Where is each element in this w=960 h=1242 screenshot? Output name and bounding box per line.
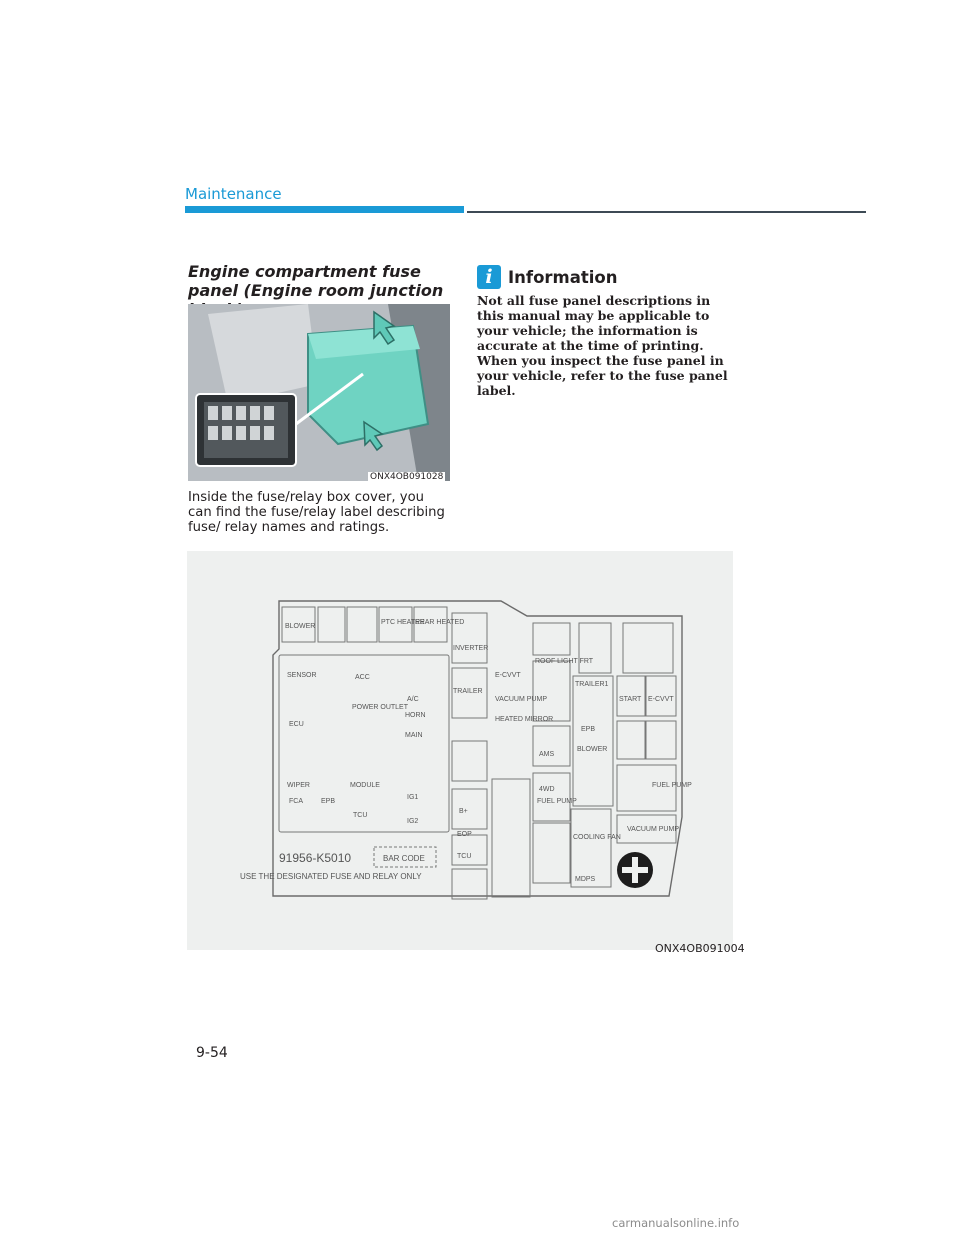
info-icon: i (477, 265, 501, 289)
diagram-label-b-plus: B+ (459, 808, 468, 815)
diagram-label-heated-mirror: HEATED MIRROR (495, 716, 554, 723)
diagram-label-trailer: TRAILER (453, 688, 483, 695)
diagram-label-epb-2: EPB (581, 726, 596, 733)
photo-code: ONX4OB091028 (370, 472, 444, 482)
photo-caption: Inside the fuse/relay box cover, you can find the fuse/relay label describing fuse/ relay names and ratings. (188, 490, 445, 535)
diagram-label-tcu-2: TCU (457, 853, 472, 860)
fuse-panel-diagram (187, 551, 733, 950)
diagram-label-module: MODULE (350, 782, 380, 789)
engine-bay-photo (188, 304, 450, 481)
diagram-label-ecu: ECU (289, 721, 304, 728)
diagram-label-fca: FCA (289, 798, 303, 805)
diagram-footer-note: USE THE DESIGNATED FUSE AND RELAY ONLY (240, 872, 422, 881)
diagram-label-vacuum-pump: VACUUM PUMP (495, 696, 547, 703)
diagram-label-e-cvvt-2: E-CVVT (648, 696, 674, 703)
diagram-label-ams: AMS (539, 751, 555, 758)
diagram-label-fuel-pump: FUEL PUMP (537, 798, 577, 805)
diagram-label-horn: HORN (405, 712, 426, 719)
diagram-label-mdps: MDPS (575, 876, 596, 883)
diagram-label-eop: EOP (457, 831, 472, 838)
diagram-label-rear-heated: REAR HEATED (415, 619, 465, 626)
header-rule (467, 211, 866, 213)
diagram-label-blower-2: BLOWER (577, 746, 608, 753)
diagram-label-inverter: INVERTER (453, 645, 489, 652)
diagram-label-e-cvvt: E-CVVT (495, 672, 521, 679)
diagram-label-tcu: TCU (353, 812, 368, 819)
diagram-label-blower: BLOWER (285, 623, 316, 630)
page-number: 9-54 (196, 1045, 228, 1061)
engine-bay-illustration (188, 304, 450, 481)
diagram-label-ig2: IG2 (407, 818, 419, 825)
diagram-label-power-outlet: POWER OUTLET (352, 704, 409, 711)
diagram-bar-code: BAR CODE (383, 854, 425, 863)
diagram-label-trailer1: TRAILER1 (575, 681, 609, 688)
section-title: Maintenance (185, 185, 282, 203)
header-accent-bar (185, 206, 464, 213)
watermark: carmanualsonline.info (612, 1216, 740, 1230)
diagram-label-roof-light: ROOF LIGHT FRT (535, 658, 594, 665)
diagram-label-a-c: A/C (407, 696, 419, 703)
diagram-label-ig1: IG1 (407, 794, 419, 801)
diagram-label-vacuum-pump-2: VACUUM PUMP (627, 826, 679, 833)
info-body: Not all fuse panel descriptions in this manual may be applicable to your vehicle; the information is accurate at the time of printing. When you inspect the fuse panel in your vehicle, refer to the fuse panel label. (477, 293, 728, 398)
diagram-label-sensor: SENSOR (287, 672, 317, 679)
diagram-label-start: START (619, 696, 642, 703)
diagram-label-main: MAIN (405, 732, 423, 739)
diagram-code: ONX4OB091004 (655, 942, 745, 955)
diagram-label-cooling-fan: COOLING FAN (573, 834, 621, 841)
diagram-part-number: 91956-K5010 (279, 851, 352, 865)
diagram-label-ptc-heater: PTC HEATER (381, 619, 425, 626)
article-title: Engine compartment fuse panel (Engine room junction (188, 262, 444, 300)
diagram-label-fuel-pump-2: FUEL PUMP (652, 782, 692, 789)
diagram-label-acc: ACC (355, 674, 370, 681)
diagram-label-epb: EPB (321, 798, 336, 805)
fuse-panel-drawing (187, 551, 733, 950)
diagram-label-4wd: 4WD (539, 786, 555, 793)
diagram-label-wiper: WIPER (287, 782, 310, 789)
info-title: Information (508, 268, 618, 287)
